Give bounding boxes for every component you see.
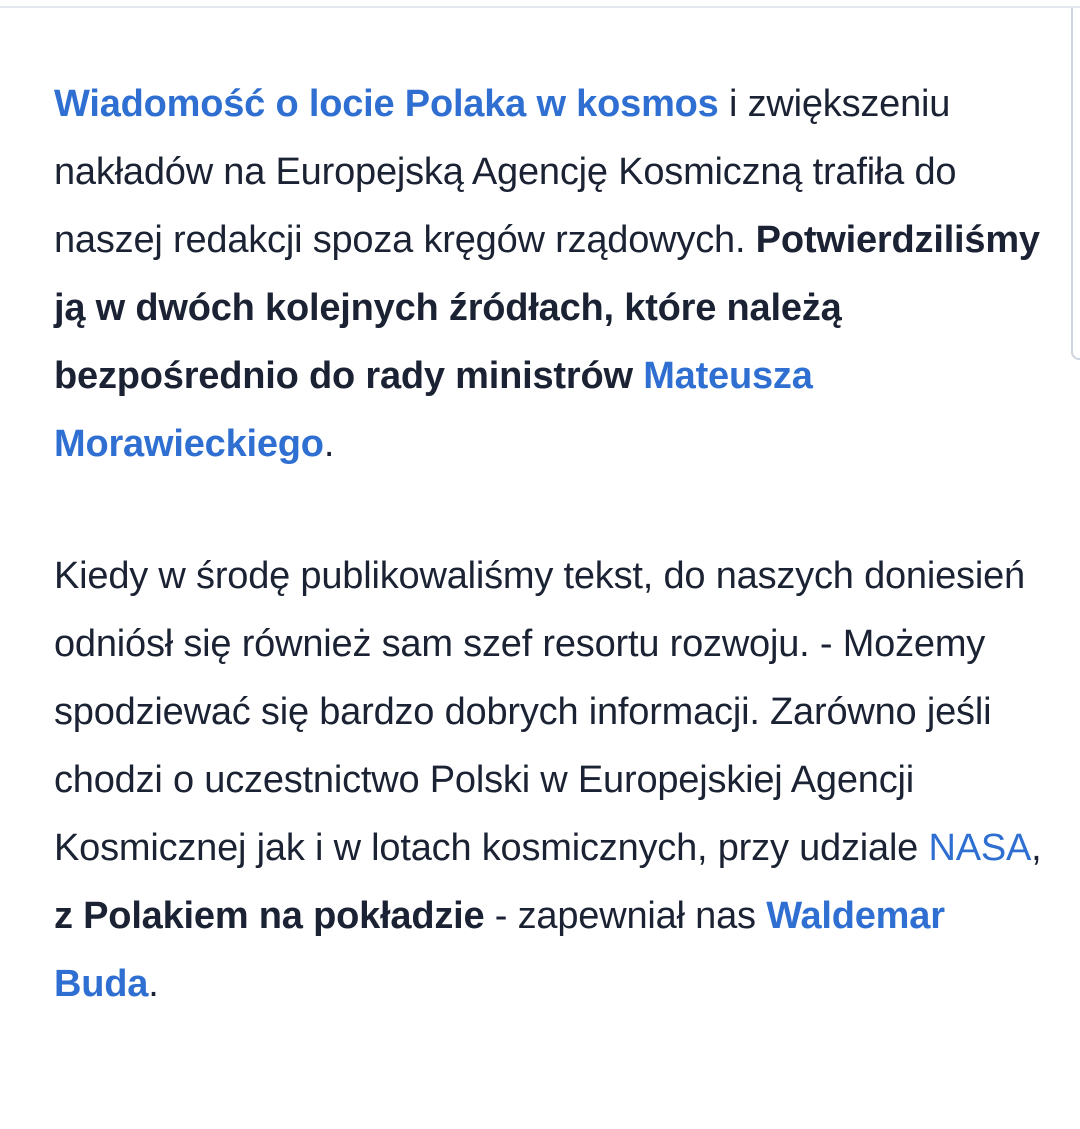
paragraph-2-quote-attribution: - zapewniał nas [484, 895, 767, 937]
paragraph-2 [54, 542, 1044, 1018]
paragraph-2-comma: , [1031, 827, 1042, 869]
scrollbar[interactable] [1071, 8, 1080, 360]
article-body [54, 70, 1044, 1018]
paragraph-1 [54, 70, 1044, 478]
link-space-flight-news[interactable]: Wiadomość o locie Polaka w kosmos [54, 83, 719, 125]
paragraph-2-bold-text: z Polakiem na pokładzie [54, 895, 485, 937]
paragraph-1-end: . [323, 423, 335, 465]
paragraph-1-text: i zwiększeniu nakładów na Europejską Agencję Kosmiczną trafiła do naszej redakcji spoza kręgów rządowych. [54, 83, 957, 261]
paragraph-1-bold-text: Potwierdziliśmy ją w dwóch kolejnych źródłach, które należą bezpośrednio do rady ministrów [54, 219, 1040, 397]
link-waldemar-buda[interactable]: Waldemar Buda [54, 895, 945, 1005]
top-divider [0, 6, 1080, 8]
link-nasa[interactable]: NASA [928, 827, 1032, 869]
link-mateusz-morawiecki[interactable]: Mateusza Morawieckiego [54, 355, 813, 465]
paragraph-2-end: . [148, 963, 159, 1005]
paragraph-2-text: Kiedy w środę publikowaliśmy tekst, do naszych doniesień odniósł się również sam szef resortu rozwoju. - Możemy spodziewać się bardzo dobrych informacji. Zarówno jeśli chodzi o uczestnictwo Polski w Europejskiej Agencji Kosmicznej jak i w lotach kosmicznych, przy udziale [54, 555, 1025, 869]
